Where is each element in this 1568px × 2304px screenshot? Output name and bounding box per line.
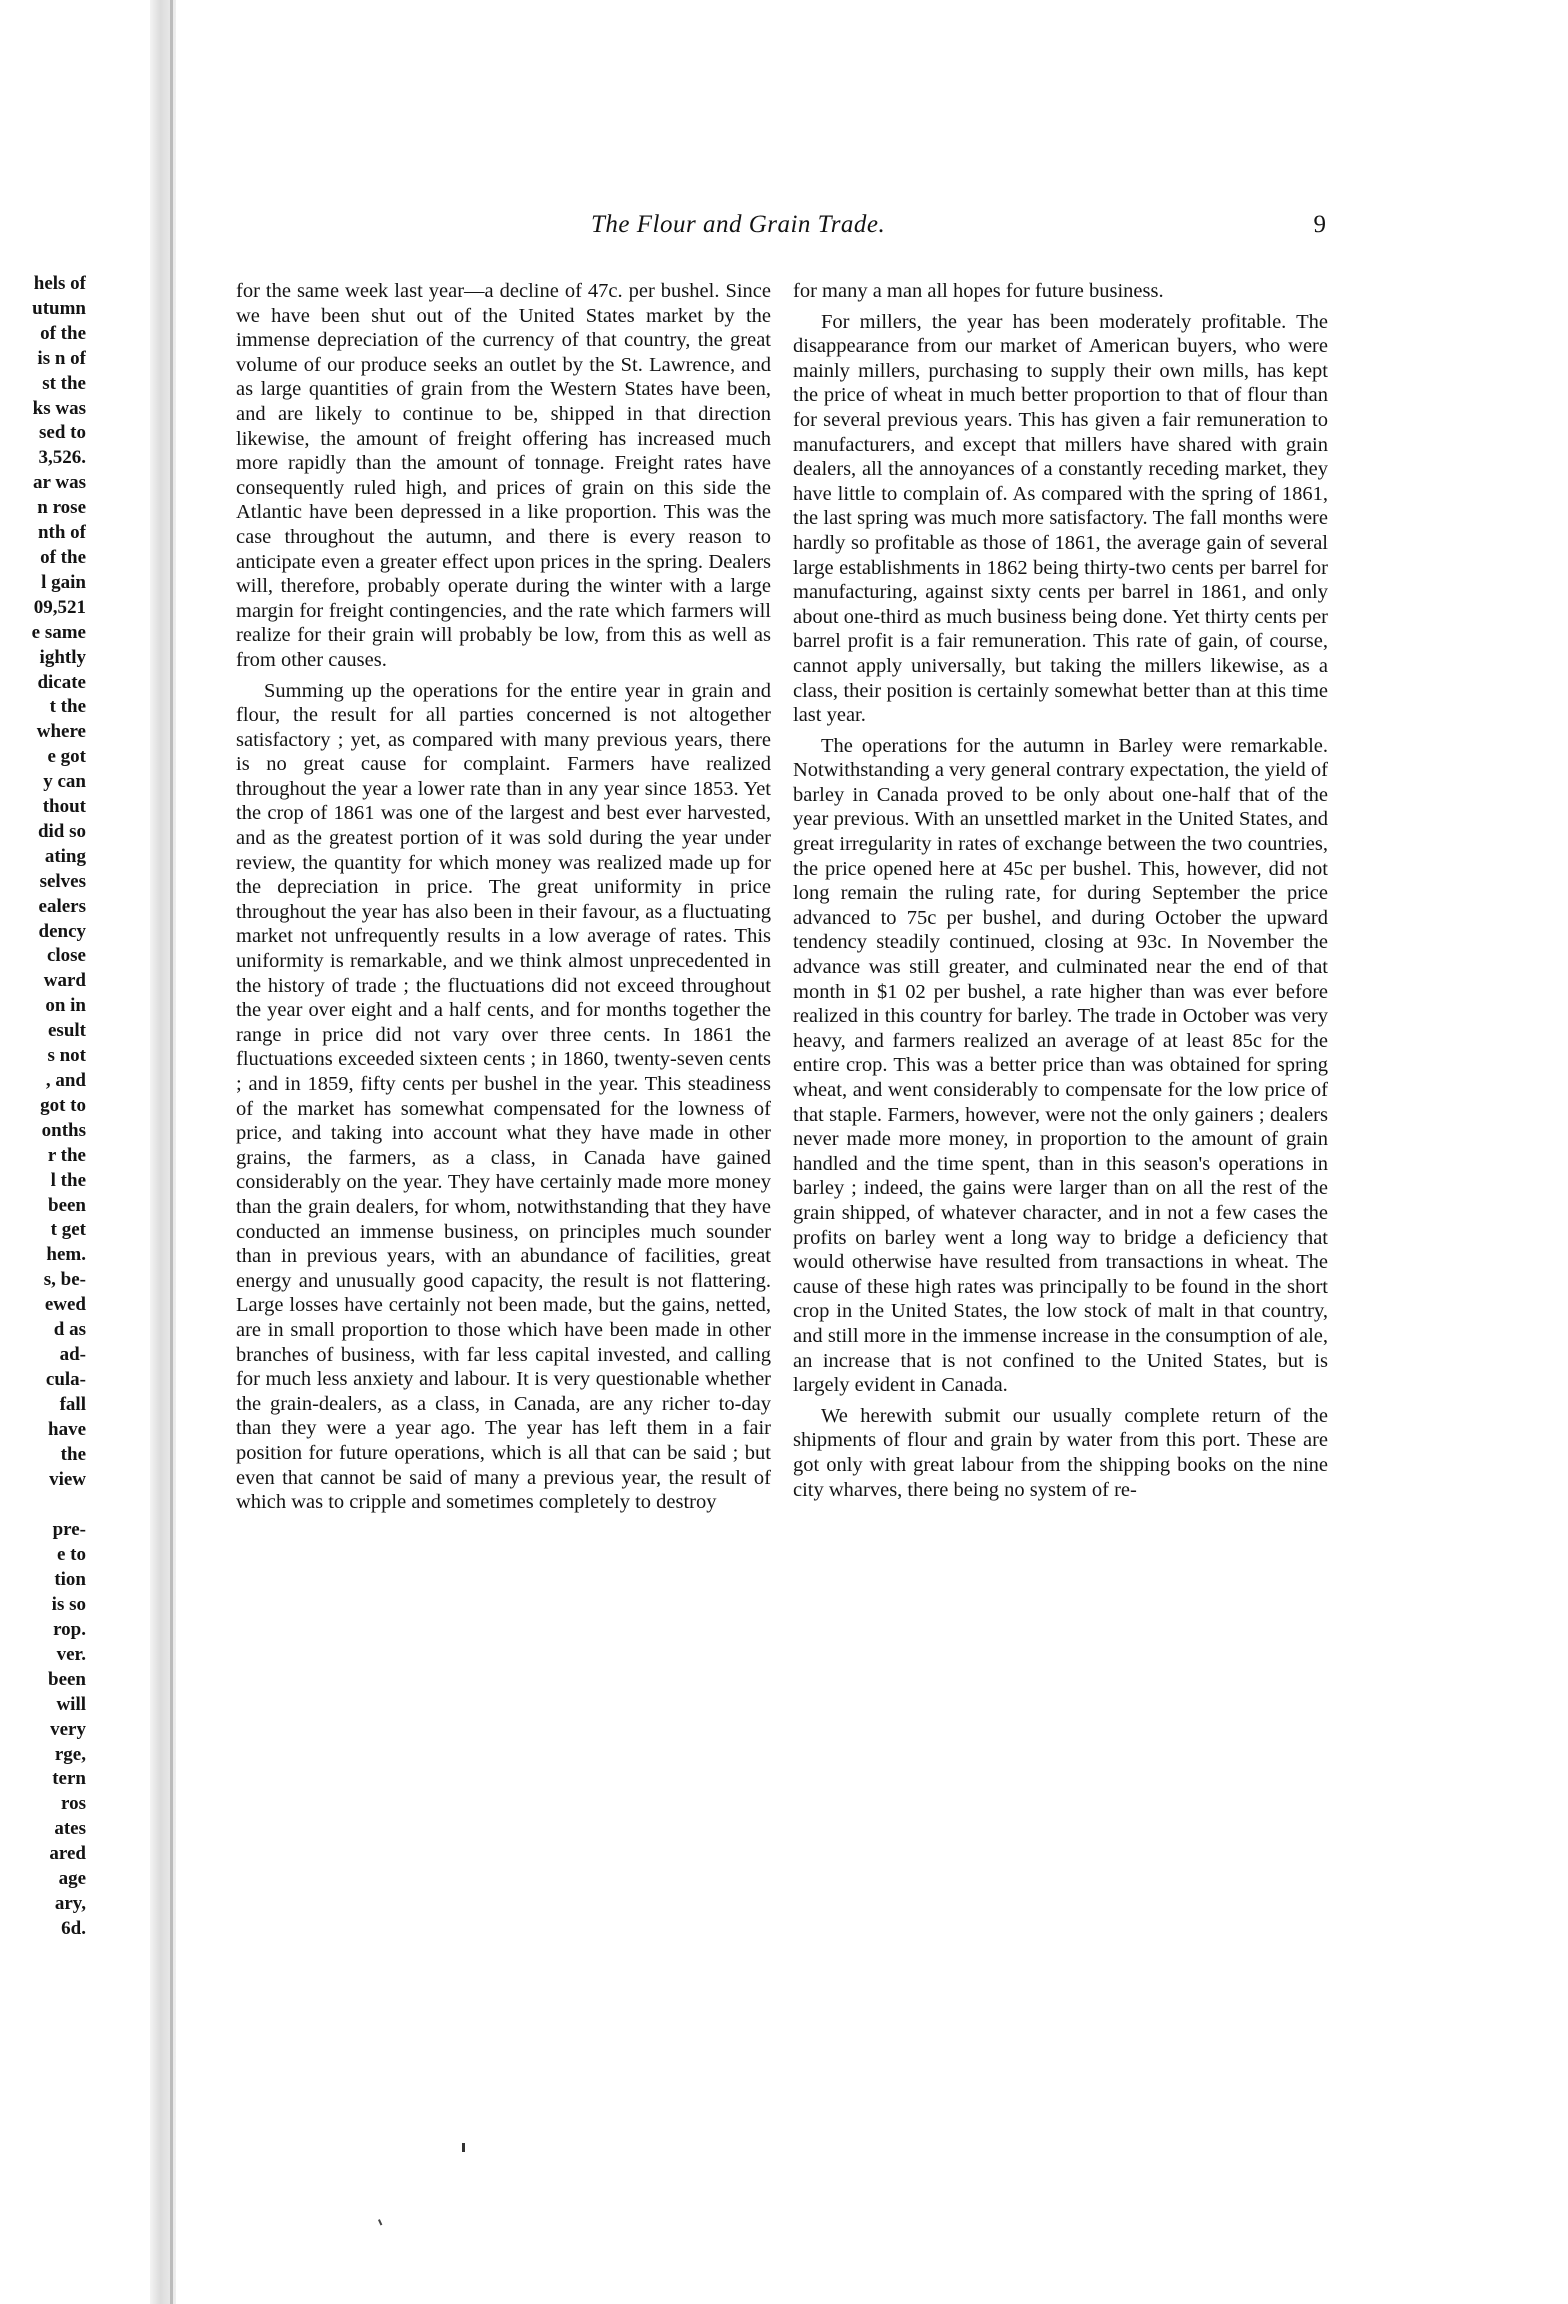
fragment-line: dency [38, 920, 86, 942]
fragment-line: will [56, 1693, 86, 1715]
fragment-line: on in [45, 995, 86, 1017]
fragment-line: s, be- [43, 1269, 86, 1291]
fragment-line: dicate [37, 671, 86, 693]
fragment-line: ward [43, 970, 86, 992]
fragment-line: e got [47, 746, 86, 768]
fragment-line: utumn [32, 297, 86, 319]
fragment-line: esult [48, 1020, 86, 1042]
page-header [236, 211, 1326, 245]
paragraph: The operations for the autumn in Barley were remarkable. Notwithstanding a very general contrary expectation, the yield of barley in Canada proved to be only about one-half that of the year previous. With an unsettled market in the United States, and great irregularity in rates of exchange between the two countries, the price opened here at 45c per bushel. This, however, did not long remain the ruling rate, for during September the price advanced to 75c per bushel, and during October the upward tendency steadily continued, closing at 93c. In November the advance was still greater, and culminated near the end of that month in $1 02 per bushel, a rate higher than was ever before realized in this country for barley. The trade in October was very heavy, and farmers realized an average of at least 85c for the entire crop. This was a better price than was obtained for spring wheat, and went considerably to compensate for the low price of that staple. Farmers, however, were not the only gainers ; dealers never made more money, in proportion to the amount of grain handled and the time spent, than in this season's operations in barley ; indeed, the gains were larger than on all the rest of the grain shipped, of whatever character, and in not a few cases the profits on barley went a long way to bridge a deficiency that would otherwise have resulted from transactions in wheat. The cause of these high rates was principally to be found in the short crop in the United States, the low stock of malt in that country, and still more in the immense increase in the consumption of ale, an increase that is not confined to the United States, but is largely evident in Canada. [793, 734, 1328, 1397]
facing-page-fragment [0, 272, 86, 1942]
speck [462, 2143, 465, 2152]
fragment-line: thout [42, 796, 86, 818]
fragment-line: selves [39, 870, 86, 892]
fragment-line: ewed [44, 1294, 86, 1316]
binding-fold-line [170, 0, 173, 2304]
fragment-line: tion [54, 1569, 86, 1591]
fragment-line: ating [44, 845, 86, 867]
fragment-line: ros [61, 1793, 86, 1815]
fragment-line: ary, [54, 1893, 86, 1914]
fragment-line: have [48, 1418, 86, 1440]
fragment-line: of the [40, 546, 86, 568]
fragment-line: tern [52, 1768, 86, 1790]
fragment-line: nth of [37, 522, 86, 544]
fragment-line: age [58, 1868, 86, 1890]
fragment-line: of the [40, 322, 86, 344]
fragment-line: view [49, 1468, 86, 1490]
text-column-left [236, 279, 771, 1515]
fragment-line: t get [50, 1219, 86, 1241]
fragment-line: st the [42, 372, 86, 394]
fragment-line: ared [49, 1843, 86, 1865]
fragment-line: got to [40, 1094, 86, 1116]
fragment-line: cula- [45, 1368, 86, 1390]
fragment-line: fall [59, 1393, 86, 1415]
fragment-line: where [36, 721, 86, 743]
fragment-line: sed to [39, 422, 86, 444]
fragment-line: rge, [54, 1743, 86, 1765]
fragment-line: e to [56, 1544, 86, 1566]
page-number: 9 [1313, 211, 1326, 238]
fragment-gap [0, 1492, 86, 1518]
fragment-line: d as [53, 1319, 86, 1341]
fragment-line: hem. [46, 1244, 86, 1266]
fragment-line: did so [37, 820, 86, 842]
fragment-line: is n of [37, 347, 86, 369]
fragment-line: , and [45, 1070, 86, 1091]
speck [378, 2219, 382, 2225]
fragment-line: ar was [33, 472, 86, 494]
fragment-line: ks was [32, 397, 86, 419]
paragraph: for many a man all hopes for future business. [793, 280, 1164, 302]
text-column-right [793, 279, 1328, 1502]
fragment-line: s not [47, 1045, 86, 1067]
fragment-line: l gain [41, 571, 86, 593]
fragment-line: onths [41, 1119, 86, 1141]
fragment-lines-bottom [0, 1518, 86, 1941]
fragment-line: 09,521 [33, 596, 86, 618]
fragment-line: hels of [33, 273, 86, 294]
fragment-lines-top [0, 272, 86, 1492]
fragment-line: r the [47, 1144, 86, 1166]
fragment-line: very [50, 1718, 86, 1740]
fragment-line: is so [51, 1594, 86, 1616]
fragment-line: ver. [56, 1643, 86, 1665]
fragment-line: ightly [39, 646, 86, 668]
fragment-line: rop. [53, 1619, 86, 1641]
fragment-line: close [46, 945, 86, 967]
fragment-line: ates [54, 1818, 86, 1840]
fragment-line: 6d. [61, 1917, 86, 1939]
paragraph: For millers, the year has been moderately profitable. The disappearance from our market of American buyers, who were mainly millers, purchasing to supply their own mills, has kept the price of wheat in much better proportion to that of flour than for several previous years. This has given a fair remuneration to manufacturers, and except that millers have shared with grain dealers, all the annoyances of a constantly receding market, they have little to complain of. As compared with the spring of 1861, the last spring was much more satisfactory. The fall months were hardly so profitable as those of 1861, the average gain of several large establishments in 1862 being thirty-two cents per barrel for manufacturing, against sixty cents per barrel in 1861, and only about one-third as much business being done. Yet thirty cents per barrel profit is a fair remuneration. This rate of gain, of course, cannot apply universally, but taking the millers likewise, as a class, their position is certainly somewhat better than at this time last year. [793, 310, 1328, 727]
fragment-line: e same [31, 621, 86, 643]
fragment-line: pre- [52, 1519, 86, 1541]
fragment-line: n rose [37, 497, 86, 519]
fragment-line: ad- [59, 1343, 86, 1365]
fragment-line: been [48, 1194, 86, 1216]
fragment-line: been [48, 1668, 86, 1690]
paragraph: for the same week last year—a decline of 47c. per bushel. Since we have been shut out of the United States market by the immense depreciation of the currency of that country, the great volume of our produce seeks an outlet by the St. Lawrence, and as large quantities of grain from the Western States have been, and are likely to continue to be, shipped in that direction likewise, the amount of freight offering has increased much more rapidly than the amount of tonnage. Freight rates have consequently ruled high, and prices of grain on this side the Atlantic have been depressed in a like proportion. This was the case throughout the autumn, and there is every reason to anticipate even a greater effect upon prices in the spring. Dealers will, therefore, probably operate during the winter with a large margin for freight contingencies, and the rate which farmers will realize for their grain will probably be low, from this as well as from other causes. [236, 280, 771, 671]
fragment-line: the [60, 1443, 86, 1465]
paragraph: Summing up the operations for the entire year in grain and flour, the result for all parties concerned is not altogether satisfactory ; yet, as compared with many previous years, there is no great cause for complaint. Farmers have realized throughout the year a lower rate than in any year since 1853. Yet the crop of 1861 was one of the largest and best ever harvested, and as the greatest portion of it was sold during the year under review, the quantity for which money was realized made up for the depreciation in price. The great uniformity in price throughout the year has also been in their favour, as a fluctuating market not unfrequently results in a low average of rates. This uniformity is remarkable, and we think almost unprecedented in the history of trade ; the fluctuations did not exceed throughout the year over eight and a half cents, and for months together the range in price did not vary over three cents. In 1861 the fluctuations exceeded sixteen cents ; in 1860, twenty-seven cents ; and in 1859, fifty cents per bushel in the year. This steadiness of the market has somewhat compensated for the lowness of price, and taking into account what they have made in other grains, the farmers, as a class, in Canada have gained considerably on the year. They have certainly made more money than the grain dealers, for whom, notwithstanding that they have conducted an immense business, on principles much sounder than in previous years, with an abundance of facilities, great energy and unusually good capacity, the result is not flattering. Large losses have certainly not been made, but the gains, netted, are in small proportion to those which have been made in other branches of business, with far less capital invested, and calling for much less anxiety and labour. It is very questionable whether the grain-dealers, as a class, in Canada, are any richer to-day than they were a year ago. The year has left them in a fair position for future operations, which is all that can be said ; but even that cannot be said of many a previous year, the result of which was to cripple and sometimes completely to destroy [236, 679, 771, 1514]
fragment-line: t the [49, 696, 86, 718]
paragraph: We herewith submit our usually complete return of the shipments of flour and grain by water from this port. These are got only with great labour from the shipping books on the nine city wharves, there being no system of re- [793, 1404, 1328, 1501]
fragment-line: ealers [38, 895, 86, 917]
running-title: The Flour and Grain Trade. [591, 211, 886, 238]
fragment-line: 3,526. [38, 447, 86, 469]
fragment-line: l the [50, 1169, 86, 1191]
fragment-line: y can [43, 771, 86, 793]
